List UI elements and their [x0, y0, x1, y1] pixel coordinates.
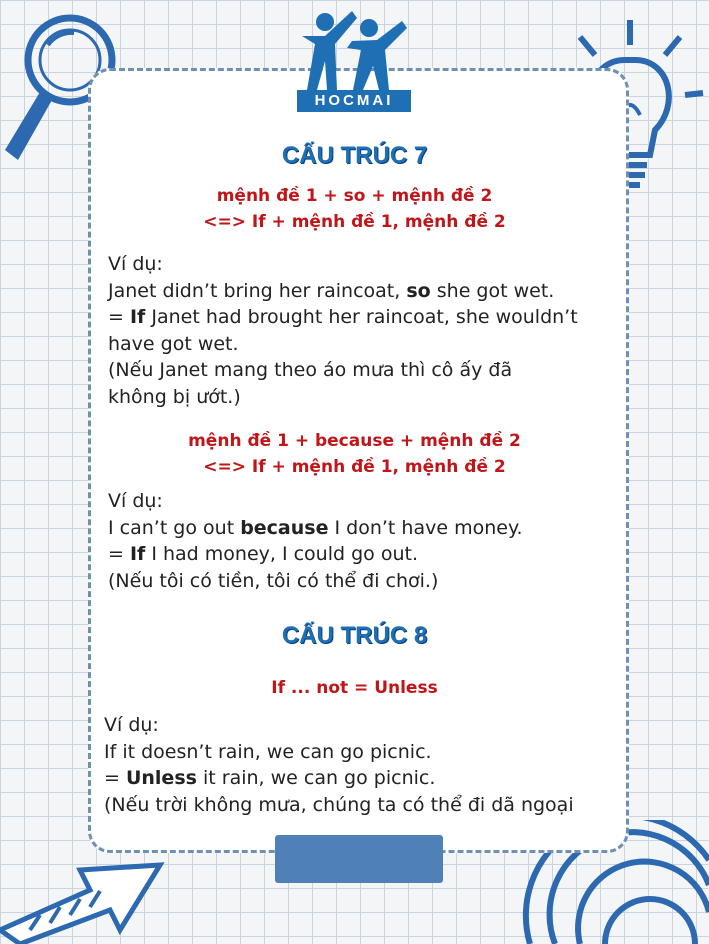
- example-text: =: [108, 543, 130, 565]
- example-line: [108, 541, 523, 568]
- logo-figures-icon: [297, 6, 411, 90]
- hocmai-logo: [297, 6, 411, 112]
- example-line: [108, 515, 523, 542]
- section7-rule1-line2: <=> If + mệnh đề 1, mệnh đề 2: [203, 212, 506, 232]
- keyword-if: If: [129, 306, 146, 328]
- section7-example1: [108, 251, 578, 410]
- keyword-because: because: [240, 516, 329, 539]
- example-line: [108, 278, 578, 305]
- example-text: I had money, I could go out.: [145, 543, 418, 565]
- section7-rule2-line2: <=> If + mệnh đề 1, mệnh đề 2: [203, 457, 506, 477]
- example-label: Ví dụ:: [108, 253, 163, 275]
- example-translation: (Nếu tôi có tiền, tôi có thể đi chơi.): [108, 569, 439, 592]
- example-line: If it doesn’t rain, we can go picnic.: [104, 740, 432, 763]
- section7-rule2-line1: mệnh đề 1 + because + mệnh đề 2: [188, 431, 521, 451]
- keyword-so: so: [406, 279, 431, 302]
- example-text: Janet didn’t bring her raincoat,: [108, 279, 407, 302]
- keyword-if: If: [129, 543, 146, 565]
- tape-decoration: [275, 835, 443, 883]
- example-text: it rain, we can go picnic.: [196, 767, 436, 789]
- example-text: =: [108, 306, 130, 328]
- example-line: [104, 765, 574, 792]
- example-text: Janet had brought her raincoat, she wouldn’t: [145, 306, 578, 328]
- section7-example2: [108, 488, 523, 594]
- example-label: Ví dụ:: [104, 714, 159, 736]
- section8-example: [104, 712, 574, 818]
- example-text: I can’t go out: [108, 516, 241, 539]
- keyword-unless: Unless: [125, 767, 197, 789]
- section7-title: CẤU TRÚC 7: [281, 142, 428, 169]
- example-line: [108, 304, 578, 331]
- section8-title: CẤU TRÚC 8: [281, 622, 428, 649]
- example-text: she got wet.: [430, 279, 555, 302]
- example-translation: (Nếu Janet mang theo áo mưa thì cô ấy đã: [108, 359, 513, 381]
- example-text: =: [104, 767, 126, 789]
- example-line: have got wet.: [108, 332, 239, 355]
- example-translation: (Nếu trời không mưa, chúng ta có thể đi dã ngoại: [104, 793, 574, 816]
- section7-rule1-line1: mệnh đề 1 + so + mệnh đề 2: [216, 186, 493, 206]
- example-text: I don’t have money.: [328, 516, 523, 539]
- example-label: Ví dụ:: [108, 490, 163, 512]
- example-translation: không bị ướt.): [108, 385, 241, 408]
- section8-rule: If ... not = Unless: [271, 678, 438, 698]
- logo-text: HOCMAI: [297, 90, 411, 112]
